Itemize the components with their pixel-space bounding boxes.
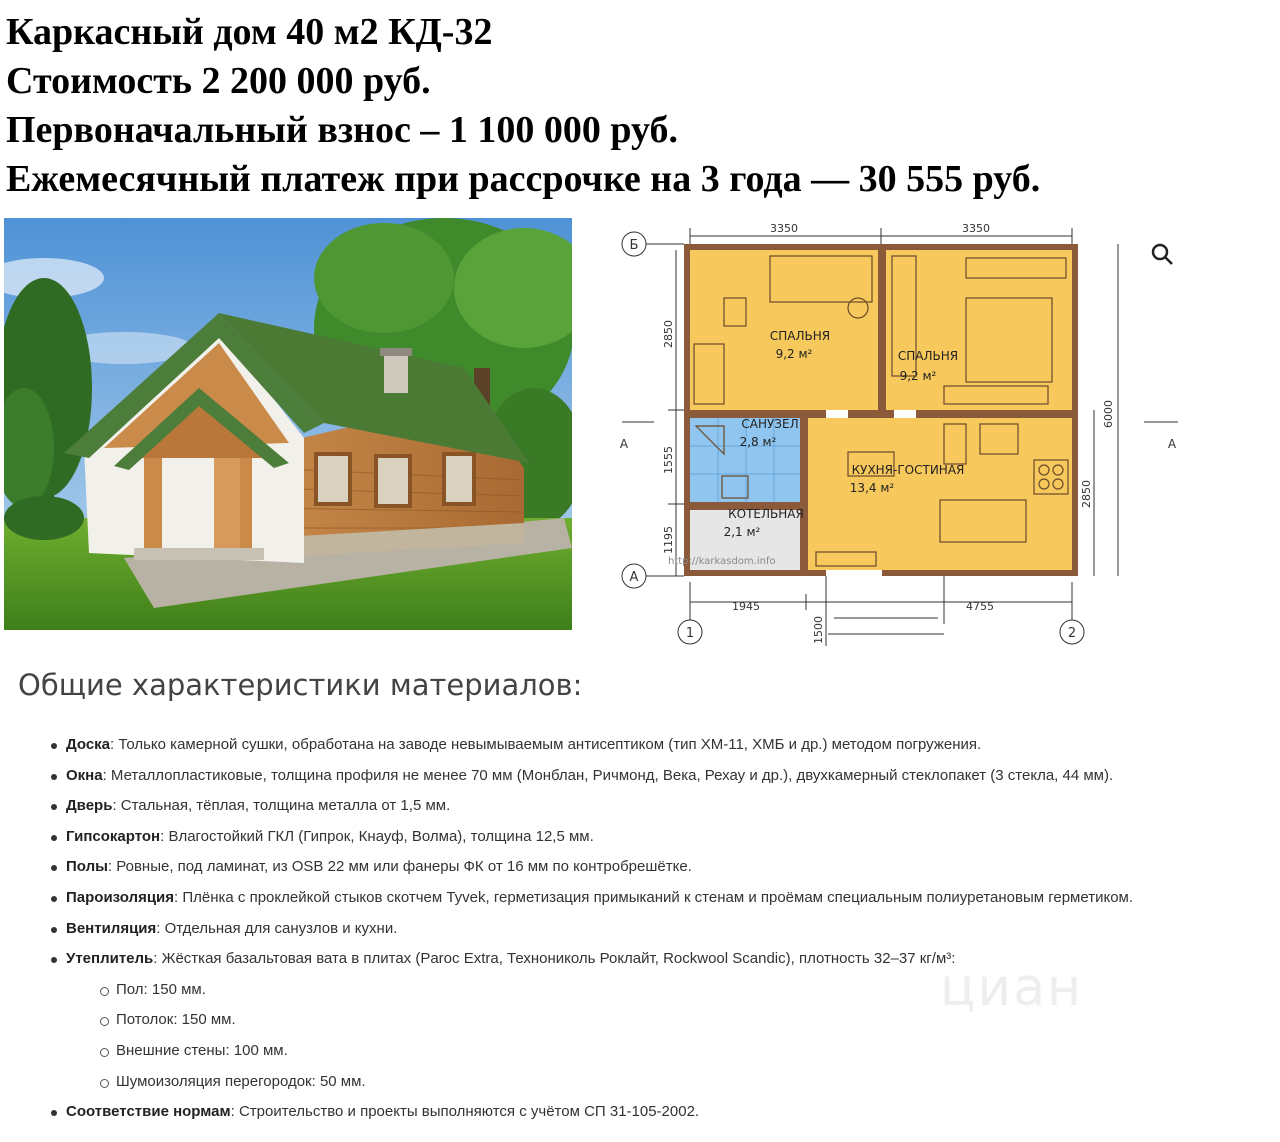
house-illustration [4, 218, 572, 630]
magnifier-icon[interactable] [1153, 245, 1172, 264]
headline [6, 8, 1276, 204]
sub-list-item: Пол: 150 мм. [48, 975, 1278, 1006]
house-photo [4, 218, 572, 630]
house-title: Каркасный дом 40 м2 КД-32 [6, 11, 493, 53]
list-item [48, 791, 1278, 822]
insulation-sublist [48, 975, 1278, 1097]
sub-list-item: Внешние стены: 100 мм. [48, 1036, 1278, 1067]
list-item [48, 914, 1278, 945]
down-payment-line: Первоначальный взнос – 1 100 000 руб. [6, 109, 679, 151]
list-item [48, 730, 1278, 761]
spec-text: : Ровные, под ламинат, из OSB 22 мм или фанеры ФК от 16 мм по контробрешётке. [107, 858, 692, 876]
spec-term: Пароизоляция [66, 888, 175, 906]
spec-text: : Только камерной сушки, обработана на заводе невымываемым антисептиком (тип ХМ-11, ХМБ и др.) методом погружения. [110, 736, 982, 753]
room-bathroom-name: САНУЗЕЛ [741, 417, 799, 431]
spec-text: : Строительство и проекты выполняются с учётом СП 31-105-2002. [230, 1103, 700, 1121]
spec-term: Полы [66, 858, 108, 876]
floor-plan-drawing [594, 214, 1202, 646]
room-boiler-name: КОТЕЛЬНАЯ [728, 507, 804, 521]
axis-1-label: 1 [685, 626, 695, 641]
room-bathroom-area: 2,8 м² [739, 435, 777, 449]
dim-left-bottom: 1195 [662, 526, 675, 554]
dim-left-top: 2850 [662, 320, 675, 348]
dim-top-right: 3350 [962, 222, 990, 235]
list-item [48, 761, 1278, 792]
spec-term: Утеплитель [66, 950, 154, 968]
floor-plan [594, 214, 1202, 646]
spec-text: : Отдельная для санузлов и кухни. [156, 919, 398, 937]
room-kitchen-name: КУХНЯ-ГОСТИНАЯ [851, 463, 965, 477]
room-bedroom-2-area: 9,2 м² [899, 369, 937, 383]
section-mark-right: А [1167, 437, 1177, 451]
spec-text: : Металлопластиковые, толщина профиля не менее 70 мм (Монблан, Ричмонд, Века, Рехау и др.), двухкамерный стеклопакет (3 стекла, 44 мм). [102, 766, 1114, 784]
monthly-payment-line: Ежемесячный платеж при рассрочке на 3 года — 30 555 руб. [6, 158, 1041, 200]
sub-list-item: Потолок: 150 мм. [48, 1005, 1278, 1036]
spec-text: : Плёнка с проклейкой стыков скотчем Tyvek, герметизация примыканий к стенам и проёмам специальным полиуретановым герметиком. [174, 888, 1134, 906]
sub-list-item: Шумоизоляция перегородок: 50 мм. [48, 1067, 1278, 1098]
cian-watermark: циан [940, 958, 1084, 1018]
spec-term: Вентиляция [66, 919, 157, 937]
list-item [48, 852, 1278, 883]
section-mark-left: А [619, 437, 629, 451]
dim-right-bottom: 2850 [1080, 480, 1093, 508]
spec-term: Гипсокартон [66, 827, 161, 845]
dim-porch: 1500 [812, 616, 825, 644]
list-item [48, 822, 1278, 853]
spec-text: : Влагостойкий ГКЛ (Гипрок, Кнауф, Волма), толщина 12,5 мм. [160, 827, 594, 845]
room-kitchen-area: 13,4 м² [849, 481, 895, 495]
axis-a-label: А [629, 570, 639, 585]
spec-text: : Стальная, тёплая, толщина металла от 1,5 мм. [112, 797, 451, 815]
kitchen-living [808, 418, 1072, 574]
spec-term: Дверь [66, 797, 113, 815]
dim-right-total: 6000 [1102, 400, 1115, 428]
list-item [48, 883, 1278, 914]
price-line: Стоимость 2 200 000 руб. [6, 60, 431, 102]
axis-2-label: 2 [1067, 626, 1077, 641]
spec-term: Доска [66, 736, 111, 753]
list-item [48, 1097, 1278, 1128]
materials-list [48, 730, 1278, 1128]
axis-b-label: Б [629, 238, 639, 253]
dim-bottom-left: 1945 [732, 600, 760, 613]
room-boiler-area: 2,1 м² [723, 525, 761, 539]
materials-title: Общие характеристики материалов: [18, 668, 583, 702]
spec-text: : Жёсткая базальтовая вата в плитах (Paroc Extra, Технониколь Роклайт, Rockwool Scandic), плотность 32–37 кг/м³: [153, 950, 956, 968]
room-bedroom-2-name: СПАЛЬНЯ [897, 349, 959, 363]
room-bedroom-1-area: 9,2 м² [775, 347, 813, 361]
room-bedroom-1-name: СПАЛЬНЯ [769, 329, 831, 343]
spec-term: Соответствие нормам [66, 1103, 231, 1121]
dim-top-left: 3350 [770, 222, 798, 235]
list-item [48, 944, 1278, 975]
dim-bottom-right: 4755 [966, 600, 994, 613]
dim-left-mid: 1555 [662, 446, 675, 474]
spec-term: Окна [66, 766, 103, 784]
site-url-watermark: http://karkasdom.info [668, 556, 776, 567]
